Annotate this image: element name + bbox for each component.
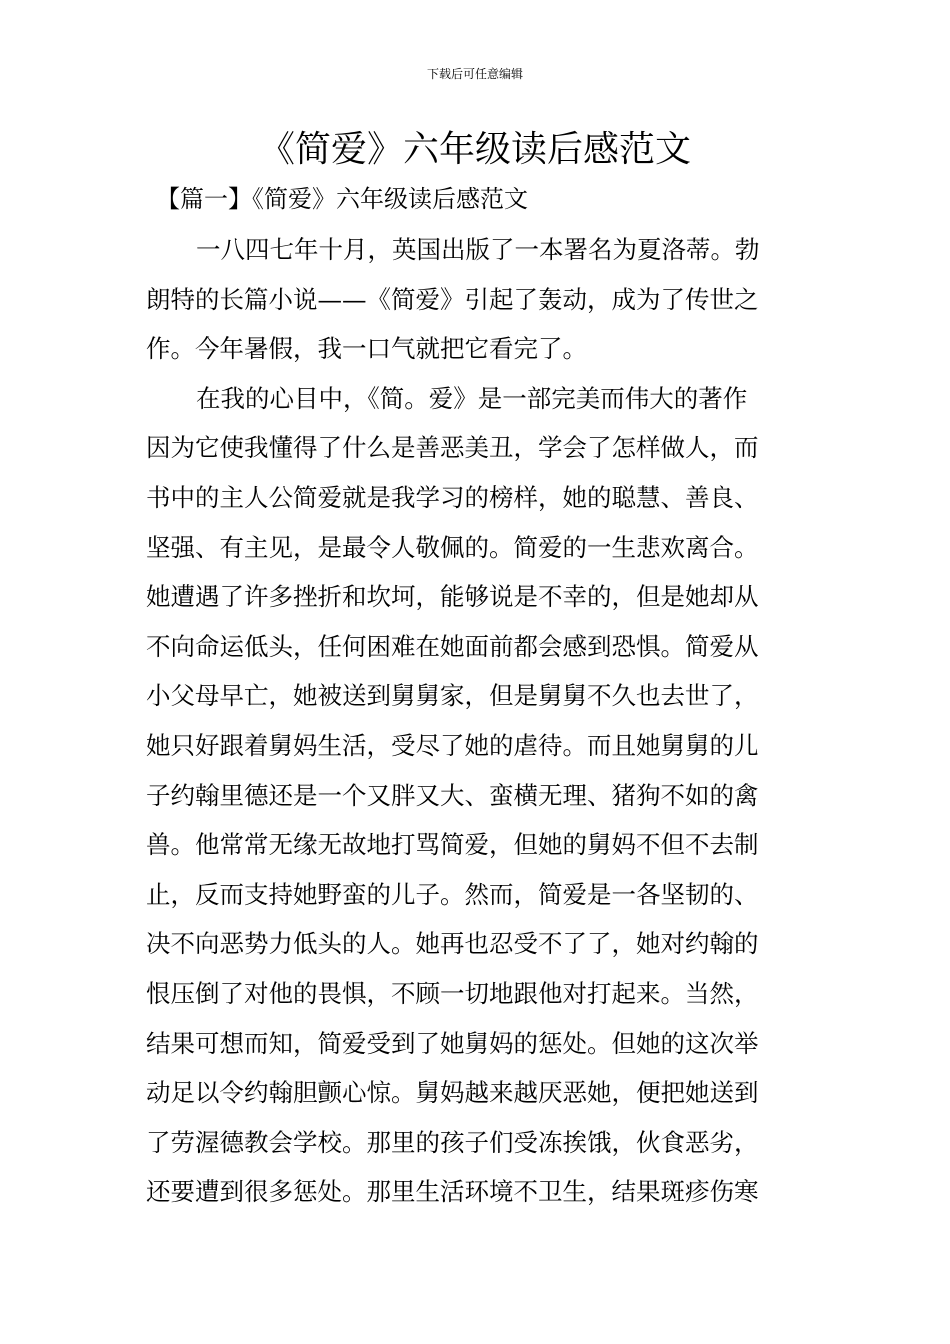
paragraph-line: 兽。他常常无缘无故地打骂简爱，但她的舅妈不但不去制 xyxy=(146,830,759,860)
paragraph-line: 朗特的长篇小说——《简爱》引起了轰动，成为了传世之 xyxy=(146,284,759,314)
paragraph-line: 还要遭到很多惩处。那里生活环境不卫生，结果斑疹伤寒 xyxy=(146,1177,759,1207)
paragraph-line: 决不向恶势力低头的人。她再也忍受不了了，她对约翰的 xyxy=(146,929,759,959)
paragraph-line: 子约翰里德还是一个又胖又大、蛮横无理、猪狗不如的禽 xyxy=(146,780,759,810)
paragraph-line: 止，反而支持她野蛮的儿子。然而，简爱是一各坚韧的、 xyxy=(146,879,759,909)
paragraph-1 xyxy=(146,225,808,374)
paragraph-2 xyxy=(146,374,808,1217)
paragraph-line: 恨压倒了对他的畏惧，不顾一切地跟他对打起来。当然， xyxy=(146,978,759,1008)
paragraph-line: 坚强、有主见，是最令人敬佩的。简爱的一生悲欢离合。 xyxy=(146,532,759,562)
paragraph-line: 不向命运低头，任何困难在她面前都会感到恐惧。简爱从 xyxy=(146,631,759,661)
body-text xyxy=(146,225,808,1217)
paragraph-line: 动足以令约翰胆颤心惊。舅妈越来越厌恶她，便把她送到 xyxy=(146,1078,759,1108)
header-note: 下载后可任意编辑 xyxy=(426,67,523,81)
section-heading: 【篇一】《简爱》六年级读后感范文 xyxy=(156,185,528,213)
paragraph-line: 书中的主人公简爱就是我学习的榜样，她的聪慧、善良、 xyxy=(146,482,759,512)
paragraph-line: 在我的心目中，《简。爱》是一部完美而伟大的著作 xyxy=(196,383,748,413)
paragraph-line: 小父母早亡，她被送到舅舅家，但是舅舅不久也去世了， xyxy=(146,681,759,711)
document-title: 《简爱》六年级读后感范文 xyxy=(258,129,691,170)
paragraph-line: 作。今年暑假，我一口气就把它看完了。 xyxy=(146,334,587,364)
paragraph-line: 结果可想而知，简爱受到了她舅妈的惩处。但她的这次举 xyxy=(146,1028,759,1058)
paragraph-line: 一八四七年十月，英国出版了一本署名为夏洛蒂。勃 xyxy=(196,235,760,264)
paragraph-line: 她只好跟着舅妈生活，受尽了她的虐待。而且她舅舅的儿 xyxy=(146,730,759,760)
paragraph-line: 因为它使我懂得了什么是善恶美丑，学会了怎样做人，而 xyxy=(146,433,759,463)
paragraph-line: 了劳渥德教会学校。那里的孩子们受冻挨饿，伙食恶劣， xyxy=(146,1127,759,1157)
paragraph-line: 她遭遇了许多挫折和坎坷，能够说是不幸的，但是她却从 xyxy=(146,582,759,612)
